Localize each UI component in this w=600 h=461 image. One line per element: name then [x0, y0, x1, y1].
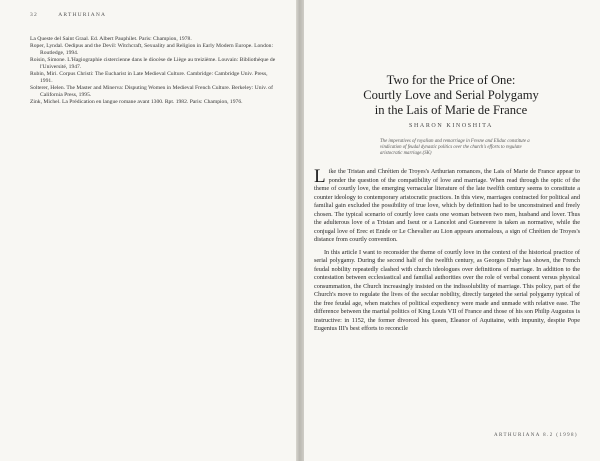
paragraph-text: ike the Tristan and Chrétien de Troyes's Arthurian romances, the Lais of Marie de France appear to ponder the question of the compatibility of love and marriage. When read through the optic of the theme of courtly love, the emerging vernacular literature of the late twelfth century seems to constitute a counter ideology to contemporary aristocratic practices. In this view, marriages contracted for political and familial gain excluded the possibility of true love, which by definition had to be unconstrained and freely chosen. The typical scenario of courtly love casts one woman between two men, husband and lover. Thus the adulterous love of a Tristan and Iseut or a Lancelot and Guenevere is taken as normative, while the conjugal love of Erec et Enide or Le Chevalier au Lion appears anomalous, a sign of Chrétien de Troyes's distance from courtly convention.: [314, 168, 580, 243]
journal-footer: ARTHURIANA 8.2 (1998): [494, 433, 578, 438]
reference-item: La Queste del Saint Graal. Ed. Albert Pauphilet. Paris: Champion, 1978.: [30, 36, 192, 42]
reference-item: Roisin, Simone. L'Hagiographie cistercienne dans le diocèse de Liège au treizième. Louvain: Bibliothèque de l'Université, 1947.: [30, 57, 276, 70]
drop-cap: L: [314, 166, 326, 187]
book-gutter: [296, 0, 304, 461]
reference-item: Rubin, Miri. Corpus Christi: The Eucharist in Late Medieval Culture. Cambridge: Cambridge Univ. Press, 1991.: [30, 71, 268, 84]
article-title: [302, 73, 600, 118]
page-number: 32: [30, 12, 38, 18]
paragraph: [314, 168, 580, 245]
author-name: SHARON KINOSHITA: [409, 123, 493, 129]
title-line: Two for the Price of One:: [386, 73, 516, 87]
journal-label: ARTHURIANA: [58, 12, 107, 18]
article-body: [314, 168, 580, 334]
abstract: The imperatives of royalism and remarriage in Fresne and Eliduc constitute a vindication of feudal dynastic politics over the church's efforts to regulate aristocratic marriage.(SK): [380, 139, 530, 156]
title-line: Courtly Love and Serial Polygamy: [363, 88, 539, 102]
paragraph-text: In this article I want to reconsider the theme of courtly love in the context of the historical practice of serial polygamy. During the second half of the twelfth century, as Georges Duby has shown, the French feudal nobility repeatedly clashed with church ideologues over definitions of marriage. In addition to the contestation between ecclesiastical and familial authorities over the role of verbal consent versus physical consummation, the Church increasingly insisted on the indissolubility of marriage. This policy, part of the Church's move to regulate the lives of the secular nobility, directly targeted the serial polygamy typical of the free feudal age, when matches of political expediency were made and unmade with relative ease. The difference between the marital politics of King Louis VII of France and those of his son Philip Augustus is instructive: in 1152, the former divorced his queen, Eleanor of Aquitaine, with impunity, despite Pope Eugenius III's best efforts to reconcile: [314, 248, 580, 332]
title-line: in the Lais of Marie de France: [374, 103, 528, 117]
reference-item: Solterer, Helen. The Master and Minerva: Disputing Women in Medieval French Culture. Berkeley: Univ. of California Press, 1995.: [30, 85, 273, 98]
reference-list: [30, 36, 280, 106]
running-head: [30, 12, 106, 18]
paragraph: [314, 249, 580, 334]
reference-item: Roper, Lyndal. Oedipus and the Devil: Witchcraft, Sexuality and Religion in Early Modern Europe. London: Routledge, 1994.: [30, 43, 274, 56]
reference-item: Zink, Michel. La Prédication en langue romane avant 1300. Rpt. 1982. Paris: Champion, 1976.: [30, 99, 243, 105]
